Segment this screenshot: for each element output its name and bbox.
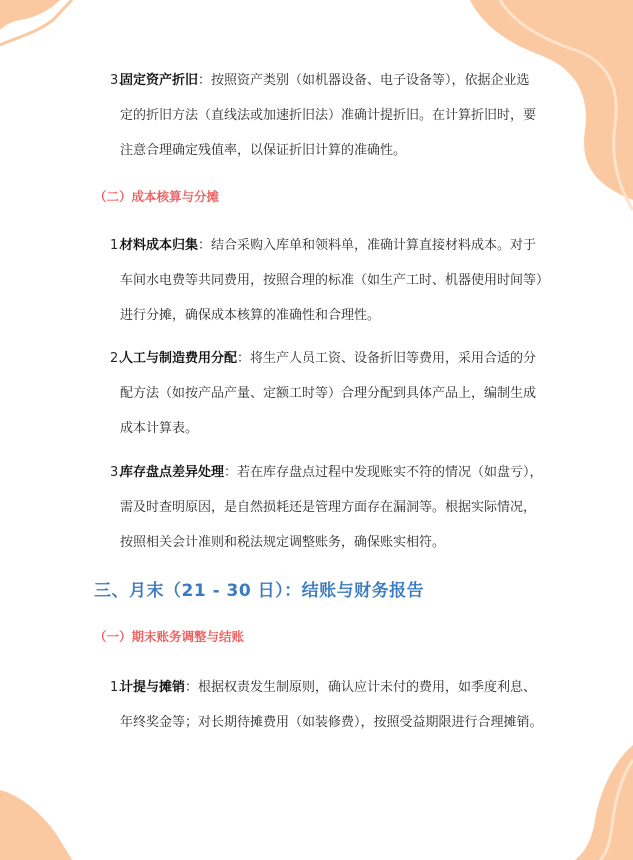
- list-item-inventory-difference: [112, 455, 552, 560]
- list-item-text: 车间水电费等共同费用，按照合理的标准（如生产工时、机器使用时间等）: [120, 273, 550, 288]
- list-item-accrual-amortization: [112, 670, 552, 740]
- list-item-text: ：若在库存盘点过程中发现账实不符的情况（如盘亏），: [224, 465, 543, 480]
- list-item-number: 1.: [110, 238, 123, 253]
- list-item-text: 定的折旧方法（直线法或加速折旧法）准确计提折旧。在计算折旧时，要: [120, 108, 537, 123]
- list-item-text: 进行分摊，确保成本核算的准确性和合理性。: [120, 308, 381, 323]
- list-item-text: ：按照资产类别（如机器设备、电子设备等），依据企业选: [198, 73, 530, 88]
- list-item-text: 按照相关会计准则和税法规定调整账务，确保账实相符。: [120, 535, 446, 550]
- list-item-text: ：根据权责发生制原则，确认应计未付的费用，如季度利息、: [185, 680, 537, 695]
- subsection-heading-cost: （二）成本核算与分摊: [94, 189, 220, 204]
- list-item-text: ：将生产人员工资、设备折旧等费用，采用合适的分: [237, 351, 537, 366]
- list-item-text: 年终奖金等；对长期待摊费用（如装修费），按照受益期限进行合理摊销。: [120, 715, 543, 730]
- subsection-heading-adjustment: （一）期末账务调整与结账: [94, 629, 245, 644]
- list-item-text: ：结合采购入库单和领料单，准确计算直接材料成本。对于: [198, 238, 537, 253]
- list-item-text: 注意合理确定残值率，以保证折旧计算的准确性。: [120, 143, 407, 158]
- list-item-material-cost: [112, 228, 552, 333]
- list-item-number: 2.: [110, 351, 123, 366]
- list-item-heading: 固定资产折旧: [120, 73, 199, 88]
- list-item-heading: 库存盘点差异处理: [120, 465, 225, 480]
- list-item-fixed-asset-depreciation: [112, 63, 552, 168]
- list-item-text: 成本计算表。: [120, 421, 199, 436]
- list-item-heading: 计提与摊销: [120, 680, 186, 695]
- section-heading-month-end: 三、月末（21 - 30 日）：结账与财务报告: [94, 581, 425, 601]
- list-item-number: 3.: [110, 73, 123, 88]
- list-item-text: 配方法（如按产品产量、定额工时等）合理分配到具体产品上，编制生成: [120, 386, 537, 401]
- list-item-number: 1.: [110, 680, 123, 695]
- list-item-number: 3.: [110, 465, 123, 480]
- list-item-labor-overhead: [112, 341, 552, 446]
- list-item-heading: 材料成本归集: [120, 238, 199, 253]
- list-item-text: 需及时查明原因，是自然损耗还是管理方面存在漏洞等。根据实际情况，: [120, 500, 537, 515]
- list-item-heading: 人工与制造费用分配: [120, 351, 238, 366]
